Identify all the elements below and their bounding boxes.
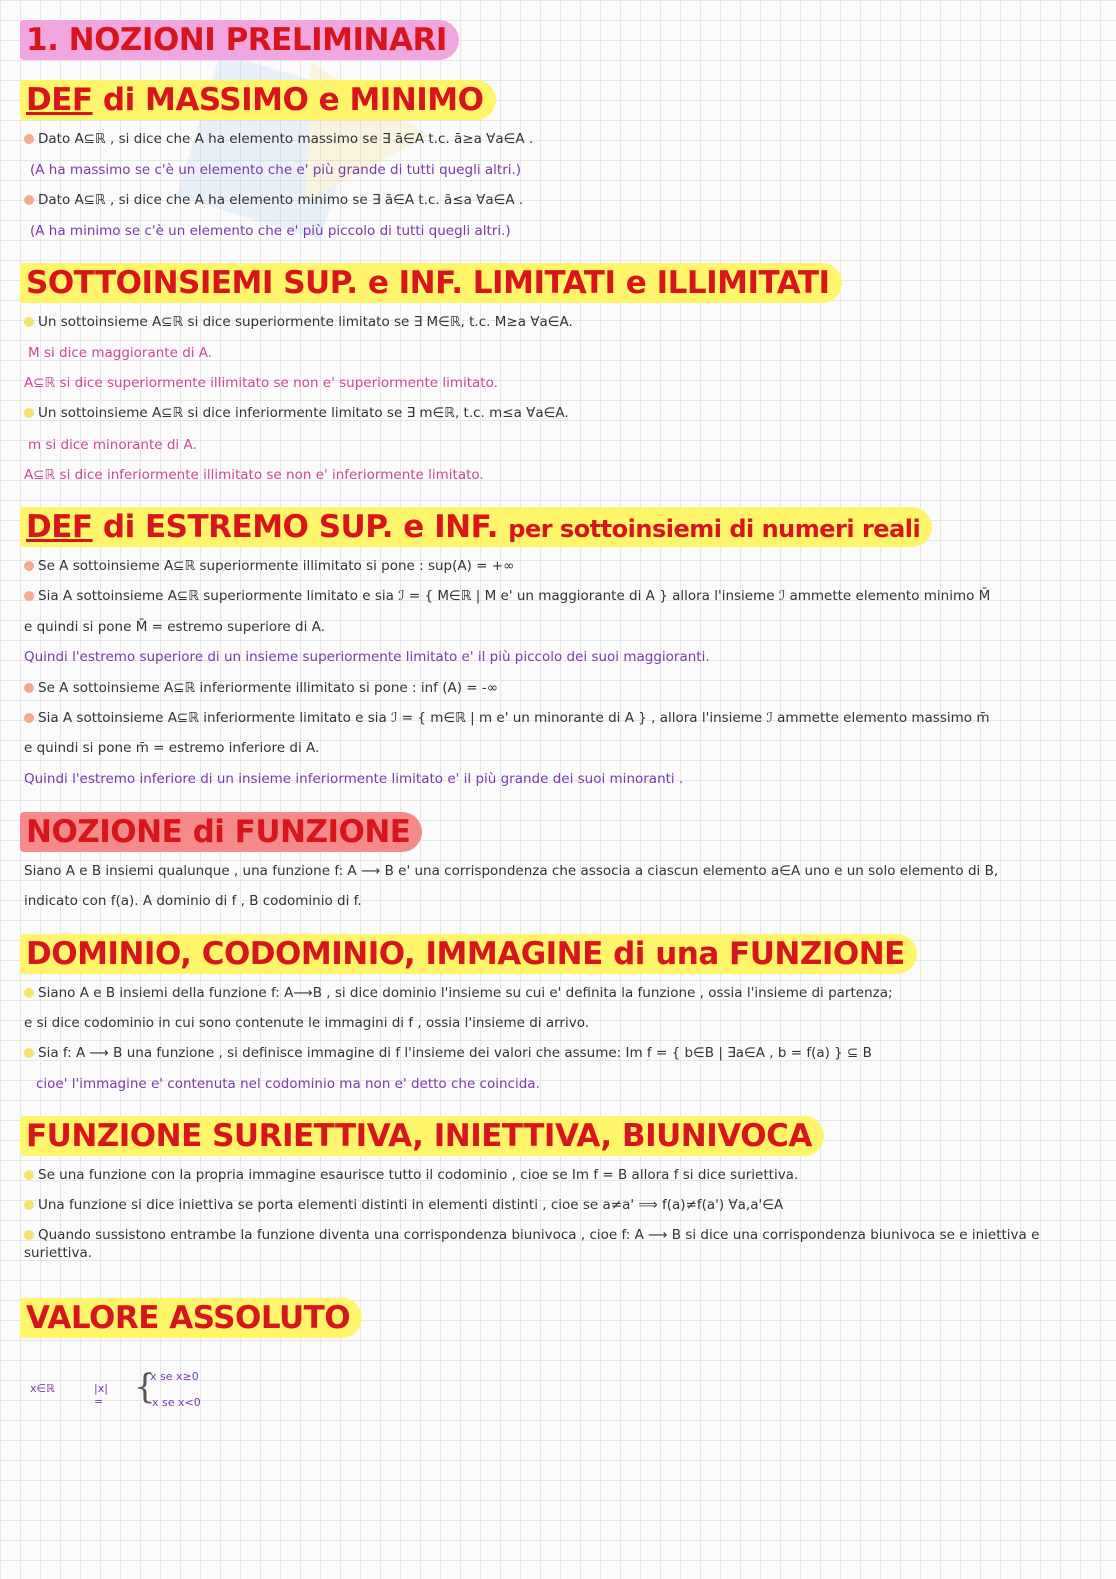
line-immagine-nota: cioe' l'immagine e' contenuta nel codominio ma non e' detto che coincida. [36,1076,540,1092]
bullet-icon [24,561,34,571]
line-sup-illimitato: A⊆ℝ si dice superiormente illimitato se non e' superiormente limitato. [24,375,498,391]
section-title-estremo [20,507,932,547]
bullet-icon [24,713,34,723]
section-title-text: SOTTOINSIEMI SUP. e INF. LIMITATI e ILLIMITATI [26,265,830,301]
line-biunivoca: Quando sussistono entrambe la funzione diventa una corrispondenza biunivoca , cioe f: A ⟶ B si dice una corrispondenza biunivoca se e iniettiva e suriettiva. [24,1227,1040,1261]
section-subtitle-text: per sottoinsiemi di numeri reali [508,515,921,543]
line-sup-infinito: Se A sottoinsieme A⊆ℝ superiormente illimitato si pone : sup(A) = +∞ [24,557,514,575]
absolute-value-case-1: x se x≥0 [150,1370,199,1383]
section-title-dominio [20,934,917,974]
absolute-value-case-2: -x se x<0 [148,1396,201,1409]
line-inf-quindi: Quindi l'estremo inferiore di un insieme inferiormente limitato e' il più grande dei suoi minoranti . [24,771,684,787]
line-inf-pone: e quindi si pone m̄ = estremo inferiore di A. [24,740,320,756]
section-title-suriettiva [20,1116,824,1156]
bullet-icon [24,317,34,327]
bullet-icon [24,591,34,601]
section-title-nozioni-preliminari [20,20,459,60]
section-title-sottoinsiemi [20,263,842,303]
line-inf-illimitato: A⊆ℝ si dice inferiormente illimitato se non e' inferiormente limitato. [24,467,484,483]
line-immagine: Sia f: A ⟶ B una funzione , si definisce immagine di f l'insieme dei valori che assume: Im f = { b∈B | ∃a∈A , b = f(a) } ⊆ B [24,1044,872,1062]
line-sup-pone: e quindi si pone M̄ = estremo superiore di A. [24,619,325,635]
section-title-text: FUNZIONE SURIETTIVA, INIETTIVA, BIUNIVOCA [26,1118,812,1154]
line-suriettiva: Se una funzione con la propria immagine esaurisce tutto il codominio , cioe se Im f = B allora f si dice suriettiva. [24,1166,798,1184]
bullet-icon [24,1170,34,1180]
section-title-text: VALORE ASSOLUTO [26,1300,351,1336]
def-label: DEF [26,82,93,118]
line-iniettiva: Una funzione si dice iniettiva se porta elementi distinti in elementi distinti , cioe se a≠a' ⟹ f(a)≠f(a') ∀a,a'∈A [24,1196,783,1214]
bullet-icon [24,134,34,144]
line-massimo: Dato A⊆ℝ , si dice che A ha elemento massimo se ∃ ā∈A t.c. ā≥a ∀a∈A . [24,130,533,148]
bullet-icon [24,988,34,998]
section-title-funzione [20,812,422,852]
line-minimo: Dato A⊆ℝ , si dice che A ha elemento minimo se ∃ ã∈A t.c. ã≤a ∀a∈A . [24,191,523,209]
section-title-valore-assoluto [20,1298,362,1338]
line-sup-limitato: Un sottoinsieme A⊆ℝ si dice superiormente limitato se ∃ M∈ℝ, t.c. M≥a ∀a∈A. [24,313,573,331]
line-minorante: m si dice minorante di A. [28,437,197,453]
line-funzione-dominio: indicato con f(a). A dominio di f , B codominio di f. [24,893,362,909]
brace-icon: { [134,1367,156,1407]
section-title-massimo-minimo [20,80,496,120]
line-maggiorante: M si dice maggiorante di A. [28,345,213,361]
bullet-icon [24,1230,34,1240]
section-title-text: NOZIONE di FUNZIONE [26,814,411,850]
line-minimo-note: (A ha minimo se c'è un elemento che e' più piccolo di tutti quegli altri.) [30,223,511,239]
line-funzione-def: Siano A e B insiemi qualunque , una funzione f: A ⟶ B e' una corrispondenza che associa a ciascun elemento a∈A uno e un solo elemento di B, [24,863,999,879]
section-title-text: di MASSIMO e MINIMO [102,82,484,118]
bullet-icon [24,1200,34,1210]
section-title-text: 1. NOZIONI PRELIMINARI [26,22,447,58]
absolute-value-lhs: |x| = [94,1382,108,1408]
line-dominio: Siano A e B insiemi della funzione f: A⟶B , si dice dominio l'insieme su cui e' definita la funzione , ossia l'insieme di partenza; [24,984,893,1002]
def-label: DEF [26,509,93,545]
line-sup-quindi: Quindi l'estremo superiore di un insieme superiormente limitato e' il più piccolo dei suoi maggioranti. [24,649,710,665]
bullet-icon [24,1048,34,1058]
line-inf-def: Sia A sottoinsieme A⊆ℝ inferiormente limitato e sia ℐ = { m∈ℝ | m e' un minorante di A } , allora l'insieme ℐ ammette elemento massimo m̄ [24,709,989,727]
bullet-icon [24,408,34,418]
bullet-icon [24,195,34,205]
line-inf-limitato: Un sottoinsieme A⊆ℝ si dice inferiormente limitato se ∃ m∈ℝ, t.c. m≤a ∀a∈A. [24,404,569,422]
section-title-text: di ESTREMO SUP. e INF. [102,509,498,545]
line-sup-def: Sia A sottoinsieme A⊆ℝ superiormente limitato e sia ℐ = { M∈ℝ | M e' un maggiorante di A } allora l'insieme ℐ ammette elemento minimo M̄ [24,587,990,605]
section-title-text: DOMINIO, CODOMINIO, IMMAGINE di una FUNZIONE [26,936,905,972]
line-inf-infinito: Se A sottoinsieme A⊆ℝ inferiormente illimitato si pone : inf (A) = -∞ [24,679,498,697]
line-codominio: e si dice codominio in cui sono contenute le immagini di f , ossia l'insieme di arrivo. [24,1015,590,1031]
absolute-value-domain: x∈ℝ [30,1382,55,1395]
bullet-icon [24,683,34,693]
line-massimo-note: (A ha massimo se c'è un elemento che e' più grande di tutti quegli altri.) [30,162,522,178]
